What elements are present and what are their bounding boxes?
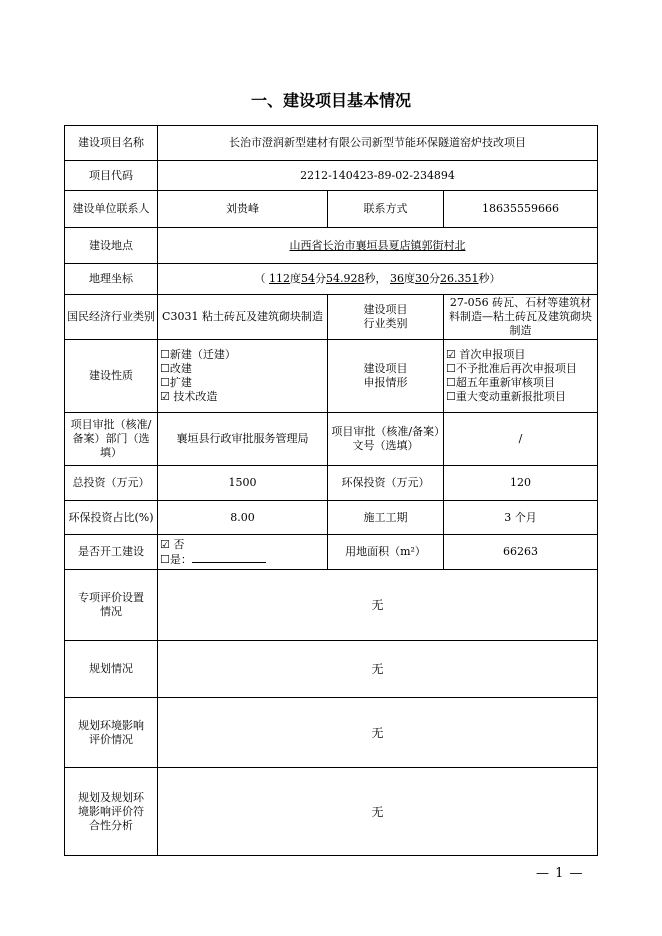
row-ratio: [65, 501, 598, 535]
lat-sec-unit: 秒）: [478, 272, 501, 285]
project-name-value: 长治市澄润新型建材有限公司新型节能环保隧道窑炉技改项目: [158, 126, 598, 161]
started-option-yes-row: [160, 552, 325, 567]
planning-compliance-label: 规划及规划环境影响评价符合性分析: [65, 768, 158, 856]
row-planning-env: [65, 698, 598, 768]
project-industry-label: 建设项目 行业类别: [328, 295, 444, 340]
row-investment: [65, 466, 598, 501]
coords-open: （: [254, 272, 266, 285]
planning-label: 规划情况: [65, 641, 158, 698]
nature-label: 建设性质: [65, 340, 158, 413]
investment-value: 1500: [158, 466, 328, 501]
approval-no-value: /: [444, 413, 598, 466]
started-options: [158, 535, 328, 570]
land-area-value: 66263: [444, 535, 598, 570]
planning-env-label: 规划环境影响评价情况: [65, 698, 158, 768]
row-project-code: [65, 161, 598, 191]
row-location: [65, 228, 598, 264]
started-option-no: ☑ 否: [160, 537, 185, 551]
land-area-label: 用地面积（m²）: [328, 535, 444, 570]
row-started: [65, 535, 598, 570]
special-label: 专项评价设置情况: [65, 570, 158, 641]
basic-info-table: [64, 125, 598, 856]
phone-label: 联系方式: [328, 191, 444, 228]
lon-min-unit: 分: [315, 272, 327, 285]
coords-label: 地理坐标: [65, 264, 158, 295]
approval-no-label: 项目审批（核准/备案）文号（选填）: [328, 413, 444, 466]
lon-deg: 112: [269, 272, 291, 285]
page-title: 一、建设项目基本情况: [250, 91, 411, 110]
row-coords: [65, 264, 598, 295]
declare-option-five-year: ☐超五年重新审核项目: [446, 376, 555, 389]
row-industry: [65, 295, 598, 340]
lat-deg-unit: 度: [404, 272, 416, 285]
duration-value: 3 个月: [444, 501, 598, 535]
project-name-label: 建设项目名称: [65, 126, 158, 161]
planning-compliance-value: 无: [158, 768, 598, 856]
project-code-label: 项目代码: [65, 161, 158, 191]
page-number: — 1 —: [536, 866, 584, 881]
started-yes-blank: [192, 552, 266, 563]
row-planning-compliance: [65, 768, 598, 856]
nature-option-rebuild: ☐改建: [160, 362, 192, 375]
duration-label: 施工工期: [328, 501, 444, 535]
row-approval: [65, 413, 598, 466]
location-label: 建设地点: [65, 228, 158, 264]
declare-option-resubmit: ☐不予批准后再次申报项目: [446, 362, 577, 375]
declare-option-major-change: ☐重大变动重新报批项目: [446, 390, 566, 403]
lon-deg-unit: 度: [290, 272, 302, 285]
row-contact: [65, 191, 598, 228]
industry-label: 国民经济行业类别: [65, 295, 158, 340]
planning-value: 无: [158, 641, 598, 698]
special-value: 无: [158, 570, 598, 641]
ratio-label: 环保投资占比(%): [65, 501, 158, 535]
declare-option-first: ☑ 首次申报项目: [446, 348, 526, 361]
declare-label: 建设项目 申报情形: [328, 340, 444, 413]
contact-label: 建设单位联系人: [65, 191, 158, 228]
location-value: 山西省长治市襄垣县夏店镇郭街村北: [158, 228, 598, 264]
contact-value: 刘贵峰: [158, 191, 328, 228]
env-investment-value: 120: [444, 466, 598, 501]
env-investment-label: 环保投资（万元）: [328, 466, 444, 501]
project-industry-value: 27-056 砖瓦、石材等建筑材料制造—粘土砖瓦及建筑砌块制造: [444, 295, 598, 340]
nature-options: [158, 340, 328, 413]
lat-sec: 26.351: [440, 272, 479, 285]
row-special: [65, 570, 598, 641]
lat-min-unit: 分: [429, 272, 441, 285]
investment-label: 总投资（万元）: [65, 466, 158, 501]
lon-min: 54: [301, 272, 316, 285]
lat-deg: 36: [390, 272, 405, 285]
industry-value: C3031 粘土砖瓦及建筑砌块制造: [158, 295, 328, 340]
project-code-value: 2212-140423-89-02-234894: [158, 161, 598, 191]
started-label: 是否开工建设: [65, 535, 158, 570]
row-project-name: [65, 126, 598, 161]
lon-sec-unit: 秒，: [364, 272, 387, 285]
started-option-yes: ☐是：: [160, 552, 192, 566]
row-planning: [65, 641, 598, 698]
nature-option-new: ☐新建（迁建）: [160, 348, 236, 361]
lat-min: 30: [415, 272, 430, 285]
phone-value: 18635559666: [444, 191, 598, 228]
approval-dept-label: 项目审批（核准/备案）部门（选填）: [65, 413, 158, 466]
coords-value: [158, 264, 598, 295]
lon-sec: 54.928: [326, 272, 365, 285]
approval-dept-value: 襄垣县行政审批服务管理局: [158, 413, 328, 466]
ratio-value: 8.00: [158, 501, 328, 535]
nature-option-expand: ☐扩建: [160, 376, 192, 389]
declare-options: [444, 340, 598, 413]
nature-option-tech: ☑ 技术改造: [160, 390, 218, 403]
row-nature: [65, 340, 598, 413]
planning-env-value: 无: [158, 698, 598, 768]
